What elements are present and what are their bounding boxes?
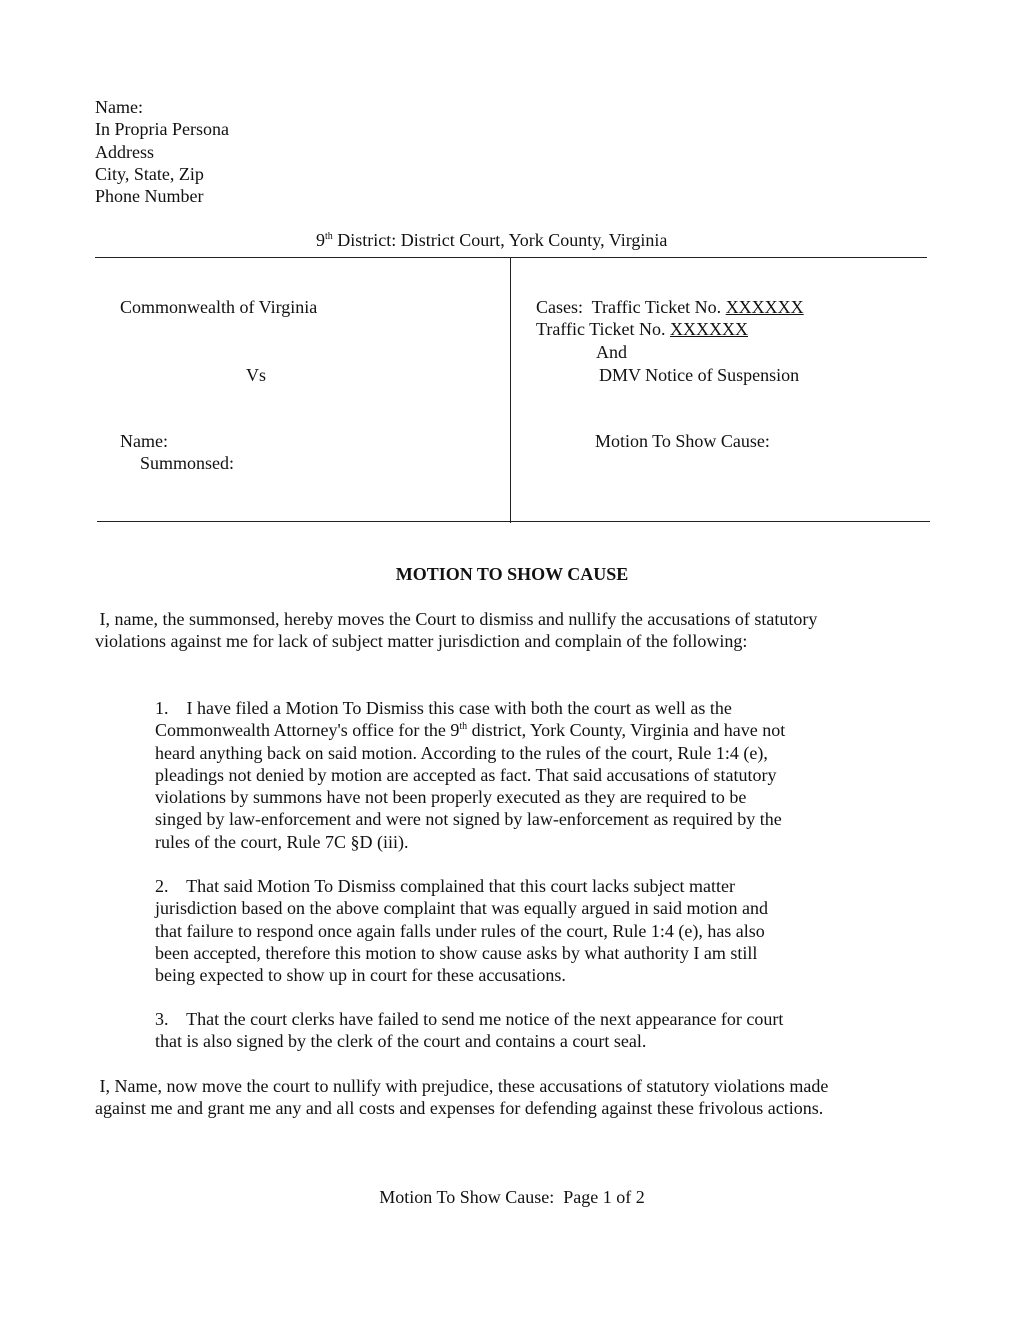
filer-city-line: City, State, Zip (95, 163, 204, 184)
caption-ticket-line-2 (536, 318, 748, 340)
closing-line: against me and grant me any and all costs and expenses for defending against these frivolous actions. (95, 1098, 824, 1119)
item-line: 3. That the court clerks have failed to send me notice of the next appearance for court (155, 1009, 784, 1029)
item-text: Commonwealth Attorney's office for the 9 (155, 720, 460, 741)
caption-cases-line (536, 296, 804, 318)
numbered-item-3 (155, 1008, 783, 1053)
closing-paragraph (95, 1075, 828, 1120)
court-name: District: District Court, York County, Virginia (332, 230, 668, 250)
item-line: violations by summons have not been properly executed as they are required to be (155, 787, 747, 808)
caption-defendant-label: Name: (120, 431, 168, 451)
item-line: 2. That said Motion To Dismiss complained that this court lacks subject matter (155, 876, 735, 896)
caption-ticket-number-2: XXXXXX (670, 319, 749, 339)
filer-status-line: In Propria Persona (95, 119, 229, 140)
intro-line: I, name, the summonsed, hereby moves the Court to dismiss and nullify the accusations of statutory (95, 609, 818, 629)
intro-paragraph (95, 608, 817, 653)
numbered-item-2 (155, 875, 768, 986)
item-superscript: th (459, 721, 468, 733)
item-line: heard anything back on said motion. According to the rules of the court, Rule 1:4 (e), (155, 742, 768, 763)
caption-divider (510, 258, 511, 523)
caption-ticket-number-1: XXXXXX (725, 297, 804, 317)
caption-bottom-rule (97, 521, 930, 522)
item-text: district, York County, Virginia and have not (467, 720, 786, 741)
filer-name-line: Name: (95, 97, 143, 117)
caption-cases-prefix: Cases: Traffic Ticket No. (536, 297, 726, 317)
caption-summonsed-label: Summonsed: (140, 453, 235, 473)
filer-address-line: Address (95, 141, 154, 162)
filer-info (95, 96, 229, 207)
caption-ticket-prefix-2: Traffic Ticket No. (536, 319, 671, 339)
court-heading (316, 229, 667, 251)
caption-top-rule (95, 257, 927, 258)
caption-dmv-notice: DMV Notice of Suspension (599, 365, 800, 385)
intro-line: violations against me for lack of subject matter jurisdiction and complain of the following: (95, 631, 748, 652)
item-line: pleadings not denied by motion are accepted as fact. That said accusations of statutory (155, 764, 777, 785)
item-line: being expected to show up in court for these accusations. (155, 965, 566, 986)
caption-and: And (596, 342, 627, 362)
item-line: that failure to respond once again falls under rules of the court, Rule 1:4 (e), has also (155, 920, 765, 941)
caption-vs: Vs (246, 365, 267, 385)
item-line (155, 719, 785, 741)
numbered-item-1 (155, 697, 785, 853)
item-line: singed by law-enforcement and were not signed by law-enforcement as required by the (155, 809, 782, 830)
item-line: 1. I have filed a Motion To Dismiss this case with both the court as well as the (155, 698, 732, 718)
closing-line: I, Name, now move the court to nullify with prejudice, these accusations of statutory violations made (95, 1076, 829, 1096)
caption-motion-label: Motion To Show Cause: (595, 431, 770, 451)
court-district-suffix: th (325, 231, 333, 242)
item-line: rules of the court, Rule 7C §D (iii). (155, 831, 409, 852)
item-line: jurisdiction based on the above complaint that was equally argued in said motion and (155, 898, 769, 919)
caption-plaintiff: Commonwealth of Virginia (120, 297, 318, 317)
filer-phone-line: Phone Number (95, 186, 204, 207)
item-line: that is also signed by the clerk of the court and contains a court seal. (155, 1031, 647, 1052)
page-footer: Motion To Show Cause: Page 1 of 2 (379, 1187, 645, 1207)
document-title: MOTION TO SHOW CAUSE (395, 564, 629, 584)
court-district-number: 9 (316, 230, 325, 250)
item-line: been accepted, therefore this motion to show cause asks by what authority I am still (155, 942, 758, 963)
